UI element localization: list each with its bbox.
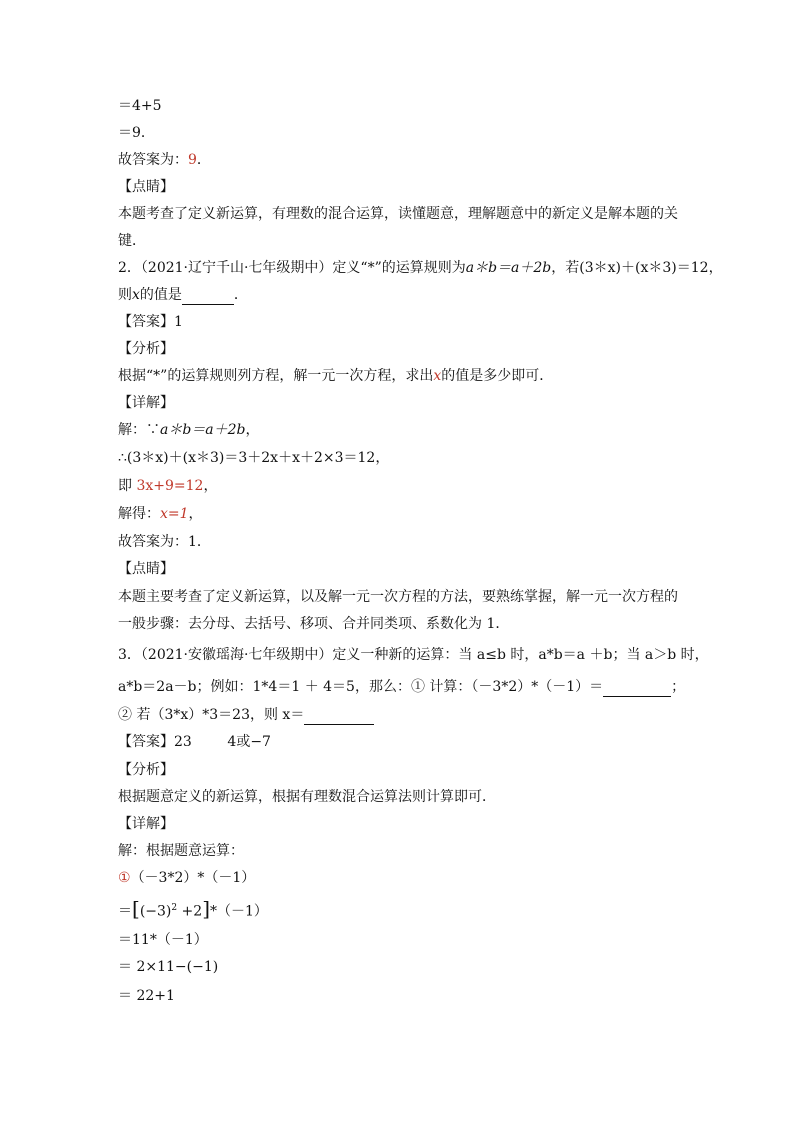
text: 根据“*”的运算规则列方程，解一元一次方程，求出 xyxy=(118,368,434,384)
paragraph-line: 本题主要考查了定义新运算，以及解一元一次方程的方法，要熟练掌握，解一元一次方程的 xyxy=(118,589,678,605)
expression: (−3) xyxy=(139,903,172,920)
answer-line xyxy=(118,150,683,170)
section-heading: 【详解】 xyxy=(118,395,174,411)
solution-line: 解：根据题意运算： xyxy=(118,843,244,859)
answer-blank xyxy=(182,290,234,305)
paragraph-line: 键． xyxy=(118,233,146,249)
question-3-line xyxy=(118,677,686,697)
variable: x xyxy=(433,368,442,384)
solution-line xyxy=(118,448,683,468)
punct: ； xyxy=(671,679,686,695)
formula: a＊b＝a＋2b xyxy=(160,422,246,438)
question-3-line: 3．（2021·安徽瑶海·七年级期中）定义一种新的运算：当 a≤b 时，a*b＝a ＋b；当 a＞b 时， xyxy=(118,647,709,663)
section-heading: 【分析】 xyxy=(118,341,174,357)
text: a*b＝2a－b；例如：1*4＝1 ＋ 4＝5，那么：① 计算：（－3*2）*（－1）＝ xyxy=(118,679,604,695)
text: ② 若（3*x）*3＝23，则 x＝ xyxy=(118,707,305,723)
solution-line: ＝ 2×11−(−1) xyxy=(118,959,219,975)
paragraph-line: 根据题意定义的新运算，根据有理数混合运算法则计算即可． xyxy=(118,789,496,805)
expression: *（－1） xyxy=(210,903,268,920)
solution-line: ＝11*（－1） xyxy=(118,932,208,948)
text: 解得： xyxy=(118,506,160,522)
section-heading: 【详解】 xyxy=(118,816,174,832)
paragraph-line xyxy=(118,366,683,386)
text: 则 xyxy=(118,287,132,303)
section-heading: 【分析】 xyxy=(118,762,174,778)
paragraph-line: 一般步骤：去分母、去括号、移项、合并同类项、系数化为 1． xyxy=(118,616,510,632)
answer-blank xyxy=(603,682,671,697)
punct: ， xyxy=(708,260,723,276)
step-line: ＝9． xyxy=(118,125,155,141)
rule-formula: a＊b＝a＋2b xyxy=(465,260,552,276)
circled-number: ① xyxy=(118,870,131,886)
answer-label: 【答案】 xyxy=(118,314,174,330)
answer-label: 故答案为： xyxy=(118,152,188,168)
answer-line xyxy=(118,732,683,752)
answer-line: 故答案为：1． xyxy=(118,534,211,550)
text: ，若 xyxy=(551,260,580,276)
punct: ， xyxy=(188,506,203,522)
punct: ， xyxy=(245,422,260,438)
answer-label: 【答案】 xyxy=(118,734,174,750)
punct: ． xyxy=(233,287,248,303)
expression: （－3*2）*（－1） xyxy=(130,870,256,886)
formula: ∴(3＊x)＋(x＊3)＝3＋2x＋x＋2×3＝12 xyxy=(118,450,376,466)
answer-value: 23 4或−7 xyxy=(174,734,271,750)
solution-line xyxy=(118,420,683,440)
answer-value: 1 xyxy=(174,314,183,330)
text: 的值是 xyxy=(139,287,182,303)
punct: ， xyxy=(375,450,390,466)
equals-sign: ＝ xyxy=(118,903,132,920)
section-heading: 【点睛】 xyxy=(118,179,174,195)
solution-line xyxy=(118,476,683,496)
variable: x xyxy=(132,287,140,303)
solution-line: ＝ 22+1 xyxy=(118,988,175,1004)
expression: +2 xyxy=(177,903,203,920)
equation: (3＊x)＋(x＊3)＝12 xyxy=(579,260,709,276)
answer-blank xyxy=(304,710,374,725)
section-heading: 【点睛】 xyxy=(118,561,174,577)
text: 解：∵ xyxy=(118,422,160,438)
right-bracket: ] xyxy=(202,896,211,921)
exponent: 2 xyxy=(171,903,178,913)
left-bracket: [ xyxy=(132,896,140,921)
text: 的值是多少即可． xyxy=(441,368,554,384)
question-2-intro: 2．（2021·辽宁千山·七年级期中）定义“*”的运算规则为 xyxy=(118,260,466,276)
answer-line xyxy=(118,312,683,332)
question-3-line xyxy=(118,705,683,725)
step-line: ＝4+5 xyxy=(118,98,162,114)
answer-value: 9 xyxy=(188,152,197,168)
equation: 3x+9=12 xyxy=(136,478,204,494)
text: 即 xyxy=(118,478,137,494)
paragraph-line: 本题考查了定义新运算，有理数的混合运算，读懂题意，理解题意中的新定义是解本题的关 xyxy=(118,206,678,222)
equation: x=1 xyxy=(160,506,189,522)
punct: ． xyxy=(196,152,211,168)
question-2-line xyxy=(118,285,683,305)
punct: ， xyxy=(203,478,218,494)
solution-line xyxy=(118,504,683,524)
question-2-line xyxy=(118,258,723,278)
solution-line xyxy=(118,898,683,922)
solution-line xyxy=(118,868,683,888)
